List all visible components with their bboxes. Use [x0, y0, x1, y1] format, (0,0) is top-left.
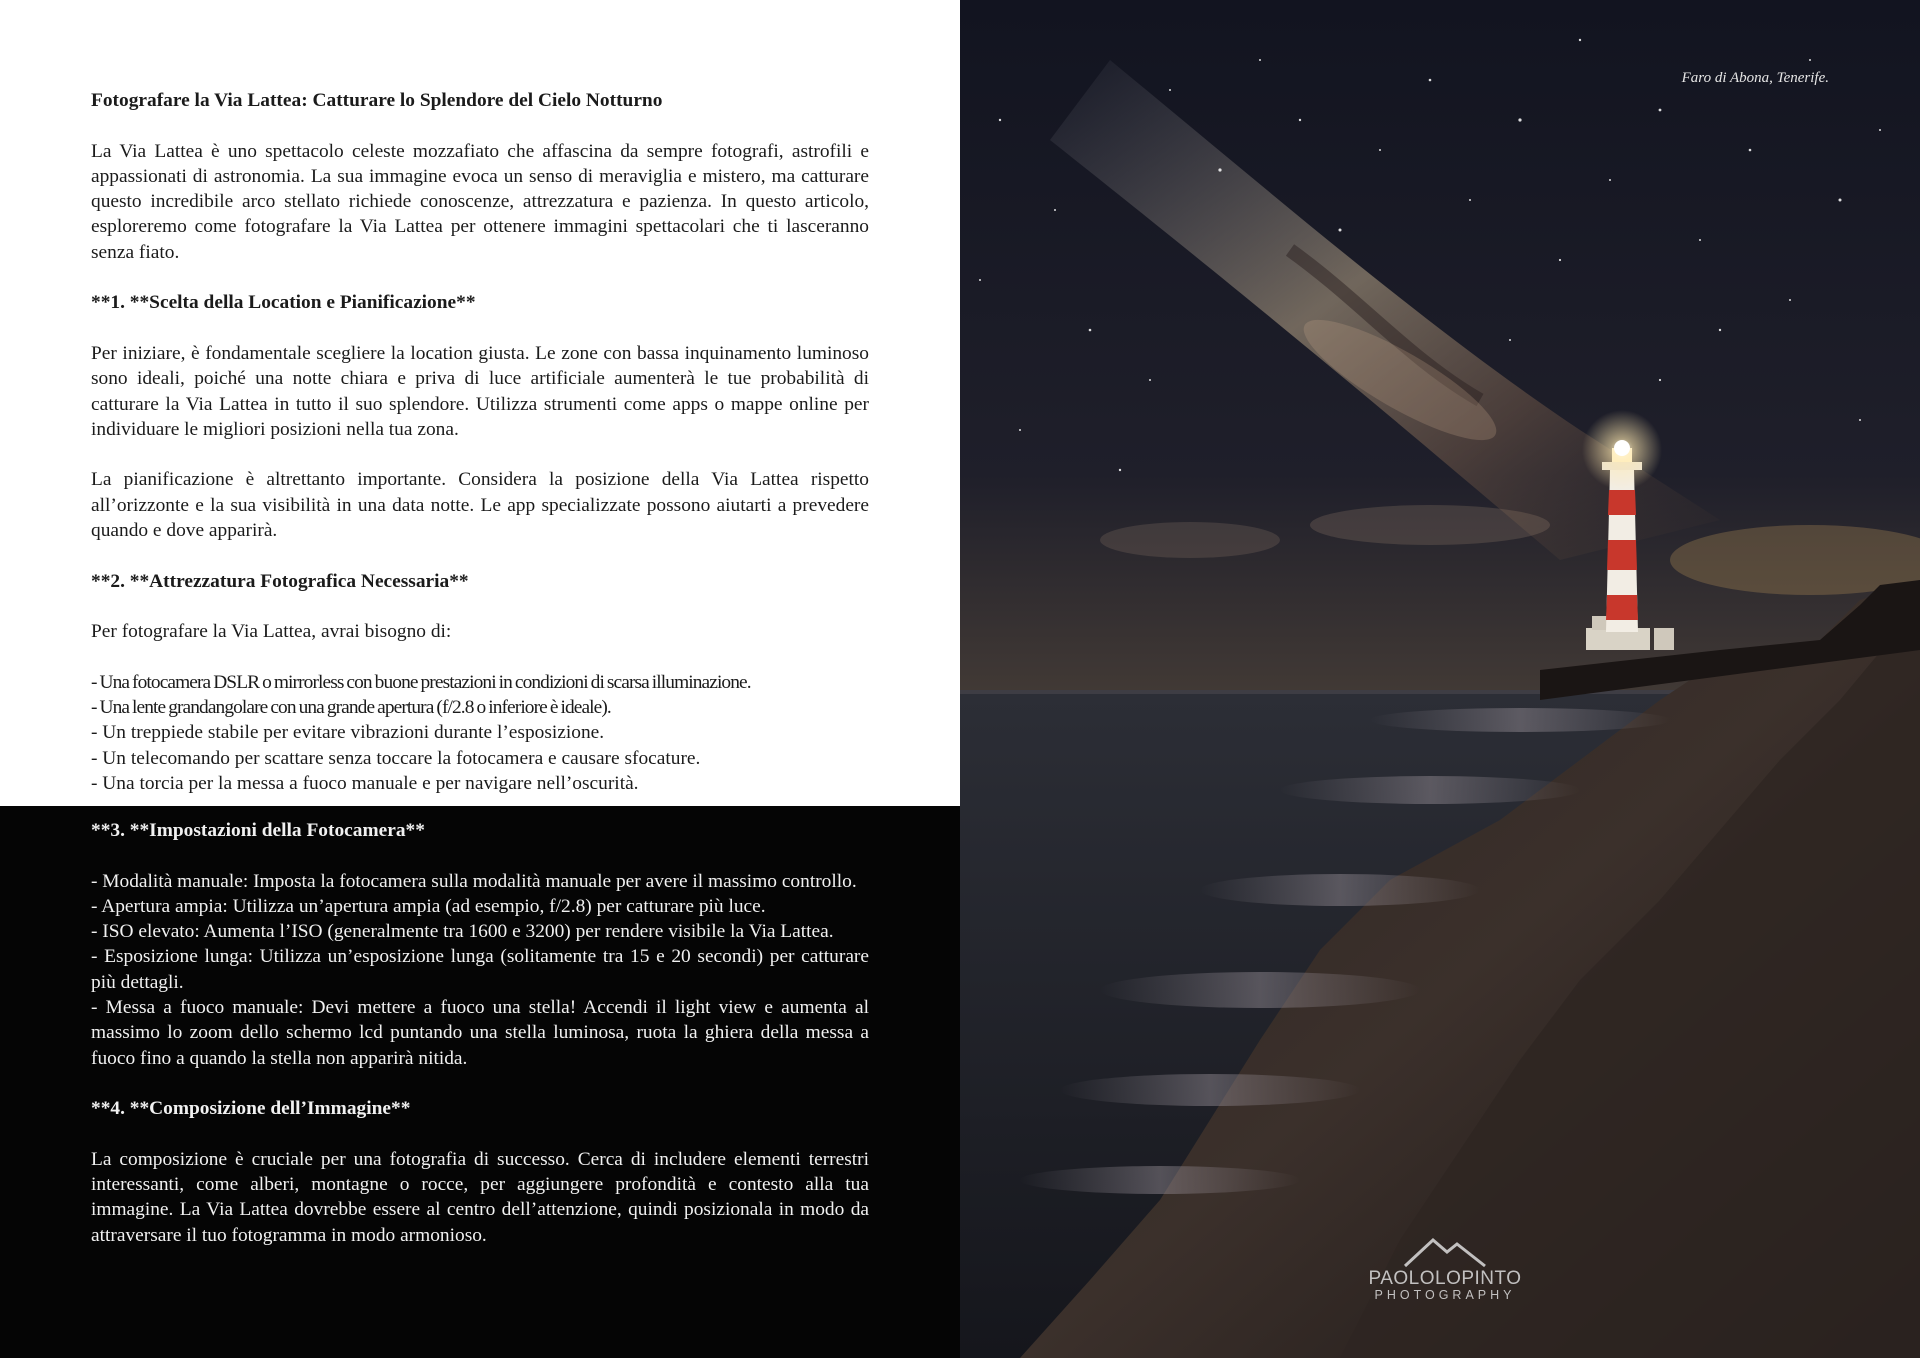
section2-heading: **2. **Attrezzatura Fotografica Necessaria**: [91, 570, 469, 592]
list-item: - Un telecomando per scattare senza toccare la fotocamera e causare sfocature.: [91, 747, 701, 769]
logo-name: PAOLOLOPINTO: [1368, 1268, 1522, 1289]
list-item: - Modalità manuale: Imposta la fotocamera sulla modalità manuale per avere il massimo controllo.: [91, 870, 857, 892]
list-item: - Una torcia per la messa a fuoco manuale e per navigare nell’oscurità.: [91, 773, 639, 795]
list-item: - Messa a fuoco manuale: Devi mettere a fuoco una stella! Accendi il light view e aumenta al massimo lo zoom dello schermo lcd puntando una stella luminosa, ruota la ghiera della messa a fuoco fino a quando la stella non apparirà nitida.: [91, 997, 869, 1069]
lighthouse-photo: [960, 0, 1920, 1358]
equipment-list: [91, 670, 869, 796]
photo-caption: Faro di Abona, Tenerife.: [1681, 70, 1829, 86]
article-title: Fotografare la Via Lattea: Catturare lo Splendore del Cielo Notturno: [91, 90, 663, 111]
intro-paragraph: La Via Lattea è uno spettacolo celeste mozzafiato che affascina da sempre fotografi, astrofili e appassionati di astronomia. La sua immagine evoca un senso di meraviglia e mistero, ma catturare questo incredibile arco stellato richiede conoscenze, attrezzatura e pazienza. In questo articolo, esploreremo come fotografare la Via Lattea per ottenere immagini spettacolari che ti lasceranno senza fiato.: [91, 140, 869, 263]
section3-heading: **3. **Impostazioni della Fotocamera**: [91, 820, 425, 841]
logo-subtitle: PHOTOGRAPHY: [1374, 1288, 1516, 1302]
section1-paragraph-2: La pianificazione è altrettanto importante. Considera la posizione della Via Lattea rispetto all’orizzonte e la sua visibilità in una data notte. Le app specializzate possono aiutarti a prevedere quando e dove apparirà.: [91, 469, 869, 542]
section4-heading: **4. **Composizione dell’Immagine**: [91, 1098, 411, 1120]
list-item: - Un treppiede stabile per evitare vibrazioni durante l’esposizione.: [91, 722, 605, 744]
article-text-dark: [91, 818, 869, 1273]
list-item: - Apertura ampia: Utilizza un’apertura ampia (ad esempio, f/2.8) per catturare più luce.: [91, 895, 766, 917]
night-sky-landscape: [960, 0, 1920, 1358]
list-item: - Esposizione lunga: Utilizza un’esposizione lunga (solitamente tra 15 e 20 secondi) per catturare più dettagli.: [91, 946, 869, 993]
section1-heading: **1. **Scelta della Location e Pianificazione**: [91, 292, 476, 314]
section1-paragraph-1: Per iniziare, è fondamentale scegliere la location giusta. Le zone con bassa inquinamento luminoso sono ideali, poiché una notte chiara e priva di luce artificiale aumenterà le tue probabilità di catturare la Via Lattea in tutto il suo splendore. Utilizza strumenti come apps o mappe online per individuare le migliori posizioni nella tua zona.: [91, 342, 869, 440]
photographer-logo: [1365, 1234, 1525, 1304]
list-item: - Una lente grandangolare con una grande apertura (f/2.8 o inferiore è ideale).: [91, 697, 611, 719]
mountain-icon: [1403, 1234, 1487, 1268]
list-item: - Una fotocamera DSLR o mirrorless con buone prestazioni in condizioni di scarsa illuminazione.: [91, 671, 751, 693]
section4-paragraph: La composizione è cruciale per una fotografia di successo. Cerca di includere elementi terrestri interessanti, come alberi, montagne o rocce, per aggiungere profondità e contesto alla tua immagine. La Via Lattea dovrebbe essere al centro dell’attenzione, quindi posizionala in modo da attraversare il tuo fotogramma in modo armonioso.: [91, 1148, 869, 1246]
article-text-light: [91, 88, 869, 822]
settings-list: [91, 869, 869, 1071]
section2-intro: Per fotografare la Via Lattea, avrai bisogno di:: [91, 621, 452, 643]
list-item: - ISO elevato: Aumenta l’ISO (generalmente tra 1600 e 3200) per rendere visibile la Via Lattea.: [91, 921, 834, 943]
